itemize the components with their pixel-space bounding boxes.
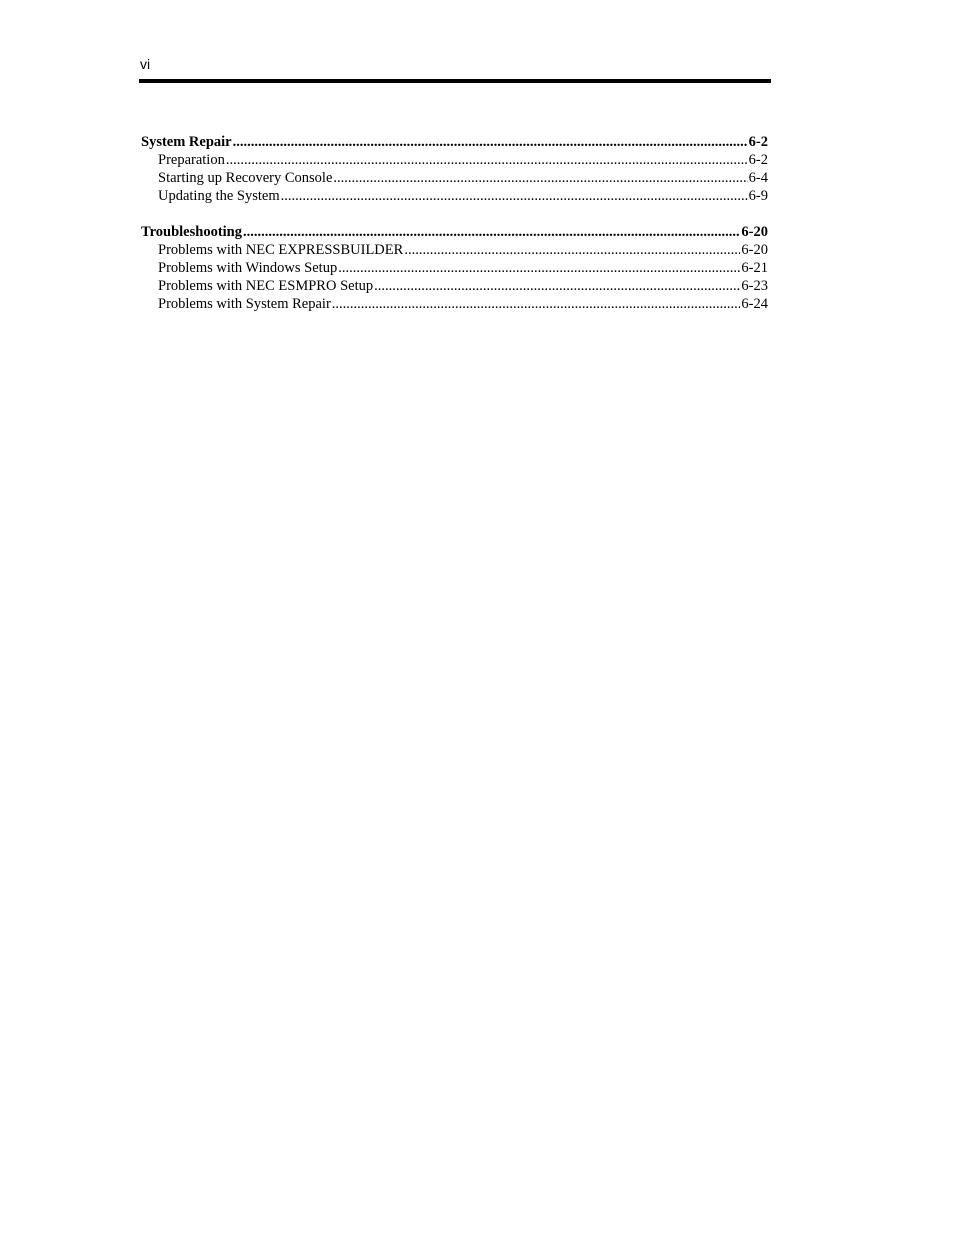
table-of-contents [141, 133, 768, 331]
toc-entry[interactable] [141, 277, 768, 295]
toc-section-troubleshooting [141, 223, 768, 313]
toc-entry-page: 6-9 [748, 188, 768, 204]
toc-heading-title: Troubleshooting [141, 224, 242, 240]
toc-heading[interactable] [141, 133, 768, 151]
toc-entry-title: Problems with System Repair [158, 296, 331, 312]
header-rule [139, 79, 771, 83]
toc-entry-title: Updating the System [158, 188, 280, 204]
toc-heading-page: 6-2 [748, 134, 768, 150]
toc-entry-page: 6-2 [748, 152, 768, 168]
toc-entry[interactable] [141, 259, 768, 277]
toc-entry-page: 6-21 [741, 260, 768, 276]
toc-leader [333, 169, 747, 187]
toc-leader [338, 259, 740, 277]
toc-entry[interactable] [141, 295, 768, 313]
toc-entry[interactable] [141, 151, 768, 169]
toc-entry[interactable] [141, 169, 768, 187]
toc-leader [226, 151, 748, 169]
toc-entry-title: Problems with NEC ESMPRO Setup [158, 278, 374, 294]
toc-entry-title: Preparation [158, 152, 225, 168]
toc-heading-title: System Repair [141, 134, 232, 150]
toc-entry-page: 6-24 [741, 296, 768, 312]
toc-heading[interactable] [141, 223, 768, 241]
page-number: vi [140, 56, 151, 72]
toc-entry[interactable] [141, 241, 768, 259]
toc-entry-title: Starting up Recovery Console [158, 170, 333, 186]
toc-leader [332, 295, 741, 313]
toc-entry-page: 6-4 [748, 170, 768, 186]
toc-leader [404, 241, 740, 259]
toc-entry-page: 6-23 [741, 278, 768, 294]
toc-leader [233, 133, 748, 151]
toc-leader [243, 223, 740, 241]
toc-heading-page: 6-20 [741, 224, 768, 240]
toc-entry-page: 6-20 [741, 242, 768, 258]
toc-leader [281, 187, 748, 205]
toc-entry-title: Problems with NEC EXPRESSBUILDER [158, 242, 404, 258]
toc-entry-title: Problems with Windows Setup [158, 260, 338, 276]
toc-entry[interactable] [141, 187, 768, 205]
toc-section-system-repair [141, 133, 768, 205]
toc-leader [374, 277, 740, 295]
